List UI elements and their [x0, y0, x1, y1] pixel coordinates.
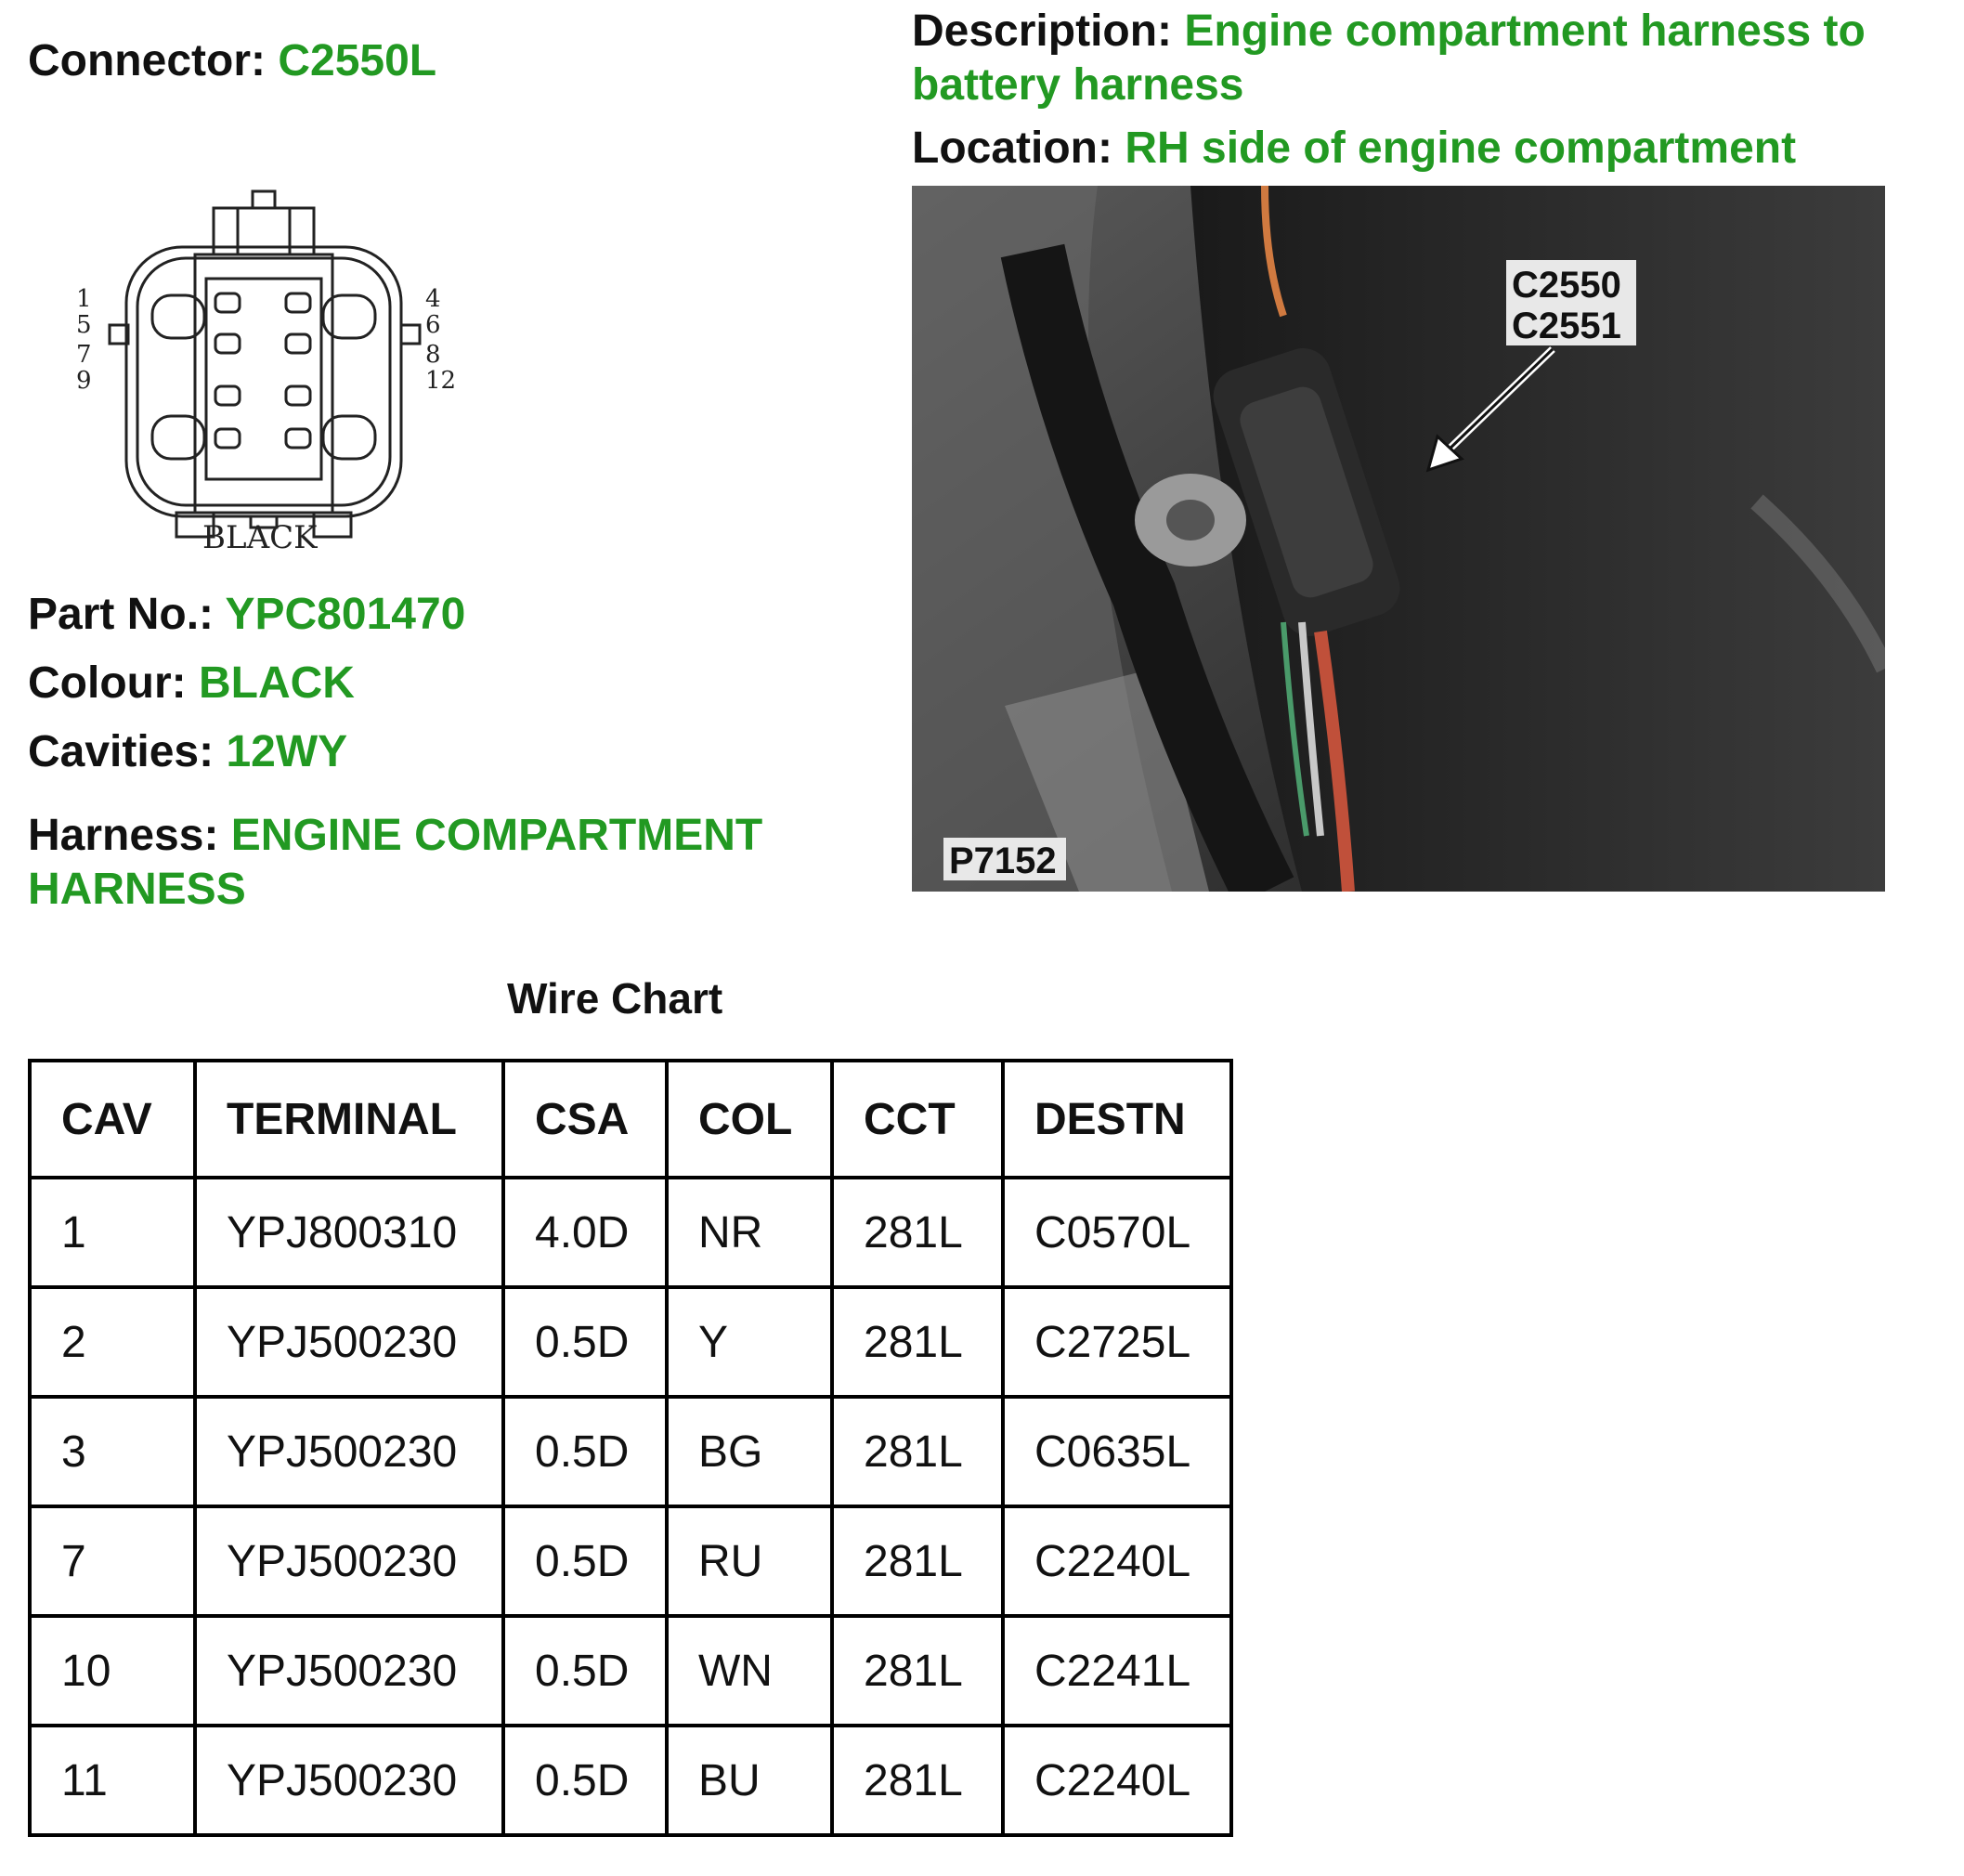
- cell-terminal: YPJ500230: [195, 1726, 503, 1835]
- cell-col: RU: [667, 1506, 832, 1616]
- cell-col: Y: [667, 1287, 832, 1397]
- cell-cav: 2: [30, 1287, 195, 1397]
- part-number-field: [28, 589, 465, 641]
- cell-col: BU: [667, 1726, 832, 1835]
- location-value: RH side of engine compartment: [1125, 124, 1797, 173]
- cell-csa: 0.5D: [503, 1726, 667, 1835]
- pin-label-left-4: 9: [76, 367, 92, 395]
- wire-chart-table: [28, 1059, 1233, 1837]
- cell-cav: 3: [30, 1397, 195, 1506]
- connector-value: C2550L: [278, 36, 437, 85]
- connector-location-photo: [912, 186, 1885, 892]
- header-cct: CCT: [832, 1061, 1003, 1178]
- table-row: [30, 1287, 1231, 1397]
- cell-col: BG: [667, 1397, 832, 1506]
- description-value-line1: Engine compartment harness to: [1184, 7, 1866, 56]
- cell-cct: 281L: [832, 1287, 1003, 1397]
- cell-csa: 0.5D: [503, 1397, 667, 1506]
- table-row: [30, 1726, 1231, 1835]
- colour-value: BLACK: [198, 658, 355, 708]
- cell-csa: 4.0D: [503, 1178, 667, 1287]
- header-cav: CAV: [30, 1061, 195, 1178]
- table-header-row: [30, 1061, 1231, 1178]
- pin-label-right-2: 6: [425, 311, 441, 339]
- header-col: COL: [667, 1061, 832, 1178]
- cavities-field: [28, 726, 347, 778]
- connector-face-diagram: [74, 186, 464, 557]
- description-value-line2: battery harness: [912, 60, 1244, 110]
- table-row: [30, 1178, 1231, 1287]
- harness-value-line1: ENGINE COMPARTMENT: [230, 811, 763, 860]
- cell-csa: 0.5D: [503, 1287, 667, 1397]
- cell-cct: 281L: [832, 1506, 1003, 1616]
- cell-cct: 281L: [832, 1616, 1003, 1726]
- part-number-value: YPC801470: [225, 590, 466, 639]
- header-destn: DESTN: [1003, 1061, 1231, 1178]
- colour-field: [28, 658, 355, 710]
- cell-csa: 0.5D: [503, 1616, 667, 1726]
- pin-label-right-1: 4: [425, 285, 441, 313]
- harness-value-line2: HARNESS: [28, 865, 246, 914]
- description-field: [912, 6, 1866, 58]
- cell-terminal: YPJ500230: [195, 1397, 503, 1506]
- table-row: [30, 1506, 1231, 1616]
- cell-destn: C0635L: [1003, 1397, 1231, 1506]
- cell-col: NR: [667, 1178, 832, 1287]
- cell-cav: 7: [30, 1506, 195, 1616]
- cell-col: WN: [667, 1616, 832, 1726]
- callout-label-1: C2550: [1512, 265, 1621, 306]
- cavities-label: Cavities:: [28, 727, 215, 776]
- table-row: [30, 1397, 1231, 1506]
- cell-destn: C2240L: [1003, 1506, 1231, 1616]
- location-field: [912, 123, 1796, 175]
- cell-cct: 281L: [832, 1178, 1003, 1287]
- cell-destn: C2725L: [1003, 1287, 1231, 1397]
- header-csa: CSA: [503, 1061, 667, 1178]
- cell-destn: C0570L: [1003, 1178, 1231, 1287]
- photo-ref-code: P7152: [949, 840, 1057, 881]
- cell-cav: 11: [30, 1726, 195, 1835]
- pin-label-right-4: 12: [425, 367, 457, 395]
- location-label: Location:: [912, 124, 1112, 173]
- pin-label-left-3: 7: [76, 341, 92, 369]
- cell-terminal: YPJ800310: [195, 1178, 503, 1287]
- cell-csa: 0.5D: [503, 1506, 667, 1616]
- table-row: [30, 1616, 1231, 1726]
- harness-field: [28, 810, 762, 862]
- connector-outline: [110, 191, 420, 537]
- cell-cav: 10: [30, 1616, 195, 1726]
- cell-terminal: YPJ500230: [195, 1616, 503, 1726]
- diagram-caption: BLACK: [202, 519, 318, 556]
- wire-chart-title: Wire Chart: [507, 974, 723, 1023]
- part-number-label: Part No.:: [28, 590, 215, 639]
- connector-label: Connector:: [28, 36, 266, 85]
- colour-label: Colour:: [28, 658, 187, 708]
- cell-cct: 281L: [832, 1726, 1003, 1835]
- cavities-value: 12WY: [226, 727, 348, 776]
- harness-label: Harness:: [28, 811, 219, 860]
- description-label: Description:: [912, 7, 1173, 56]
- cell-cct: 281L: [832, 1397, 1003, 1506]
- cell-cav: 1: [30, 1178, 195, 1287]
- connector-field: [28, 35, 436, 87]
- callout-label-2: C2551: [1512, 306, 1621, 346]
- pin-label-left-1: 1: [76, 285, 92, 313]
- cell-destn: C2241L: [1003, 1616, 1231, 1726]
- cell-terminal: YPJ500230: [195, 1287, 503, 1397]
- pin-label-left-2: 5: [76, 311, 92, 339]
- header-terminal: TERMINAL: [195, 1061, 503, 1178]
- cell-destn: C2240L: [1003, 1726, 1231, 1835]
- cell-terminal: YPJ500230: [195, 1506, 503, 1616]
- pin-label-right-3: 8: [425, 341, 441, 369]
